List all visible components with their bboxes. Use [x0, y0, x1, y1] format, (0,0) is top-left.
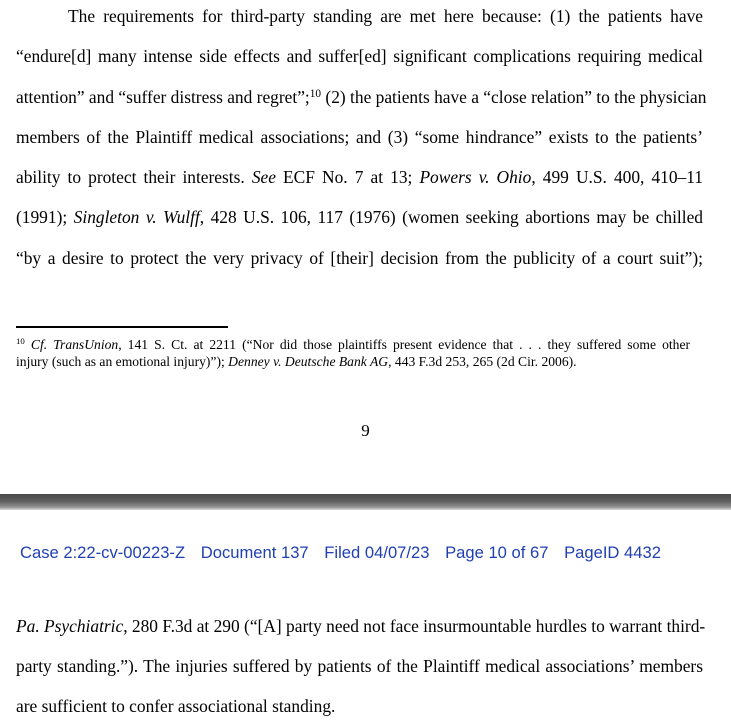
- footnote-reference-10: 10: [309, 87, 322, 100]
- footnote-10-text-b: injury (such as an emotional injury)”);: [16, 354, 229, 369]
- body-line-5: [16, 167, 703, 187]
- ecf-case-number: Case 2:22-cv-00223-Z: [20, 543, 186, 562]
- case-name-denney: Denney v. Deutsche Bank AG: [228, 354, 389, 369]
- case-name-transunion: TransUnion: [53, 337, 119, 352]
- body-line-3-text-b: (2) the patients have a “close relation” to the physician: [321, 87, 707, 107]
- body-line-5-text-c: , 499 U.S. 400, 410–11: [531, 167, 703, 187]
- body-line-7: “by a desire to protect the very privacy of [their] decision from the publicity of a court suit”);: [16, 248, 703, 268]
- footnote-number: 10: [16, 336, 25, 347]
- body-line-3-text-a: attention” and “suffer distress and regret”;: [16, 87, 310, 107]
- signal-see: See: [251, 167, 276, 187]
- ecf-document-number: Document 137: [200, 543, 309, 562]
- page-break-gap: [0, 494, 731, 510]
- body-line-2: “endure[d] many intense side effects and suffer[ed] significant complications requiring medical: [16, 46, 703, 66]
- footnote-separator: [16, 326, 228, 328]
- body-line-6: [16, 207, 703, 227]
- page-10-line-3: are sufficient to confer associational standing.: [16, 696, 336, 716]
- case-name-pa-psychiatric: Pa. Psychiatric: [16, 616, 124, 636]
- signal-cf: Cf.: [30, 337, 48, 352]
- body-line-5-text-b: ECF No. 7 at 13;: [275, 167, 420, 187]
- page-10-line-1: [16, 616, 706, 636]
- body-line-6-text-b: , 428 U.S. 106, 117 (1976) (women seeking abortions may be chilled: [199, 207, 704, 227]
- ecf-page-count: Page 10 of 67: [445, 543, 549, 562]
- footnote-10-text-c: , 443 F.3d 253, 265 (2d Cir. 2006).: [388, 354, 577, 369]
- ecf-page-id: PageID 4432: [564, 543, 661, 562]
- body-line-6-text-a: (1991);: [16, 207, 74, 227]
- body-line-1: The requirements for third-party standing are met here because: (1) the patients have: [68, 6, 703, 26]
- footnote-10-line-1: [16, 336, 690, 353]
- page-10-line-2: party standing.”). The injuries suffered by patients of the Plaintiff medical associations’ members: [16, 656, 703, 676]
- body-line-3: [16, 87, 707, 107]
- ecf-filed-date: Filed 04/07/23: [324, 543, 430, 562]
- body-line-5-text-a: ability to protect their interests.: [16, 167, 252, 187]
- case-name-singleton: Singleton v. Wulff: [73, 207, 200, 227]
- page-10-line-1-text: , 280 F.3d at 290 (“[A] party need not face insurmountable hurdles to warrant third-: [123, 616, 706, 636]
- page-number: 9: [361, 421, 370, 440]
- footnote-10-text-a: , 141 S. Ct. at 2211 (“Nor did those plaintiffs present evidence that . . . they suffered some other: [118, 337, 691, 352]
- case-name-powers: Powers v. Ohio: [419, 167, 532, 187]
- footnote-10-line-2: [16, 353, 690, 370]
- ecf-header: [20, 543, 661, 563]
- body-line-4: members of the Plaintiff medical associations; and (3) “some hindrance” exists to the patients’: [16, 127, 703, 147]
